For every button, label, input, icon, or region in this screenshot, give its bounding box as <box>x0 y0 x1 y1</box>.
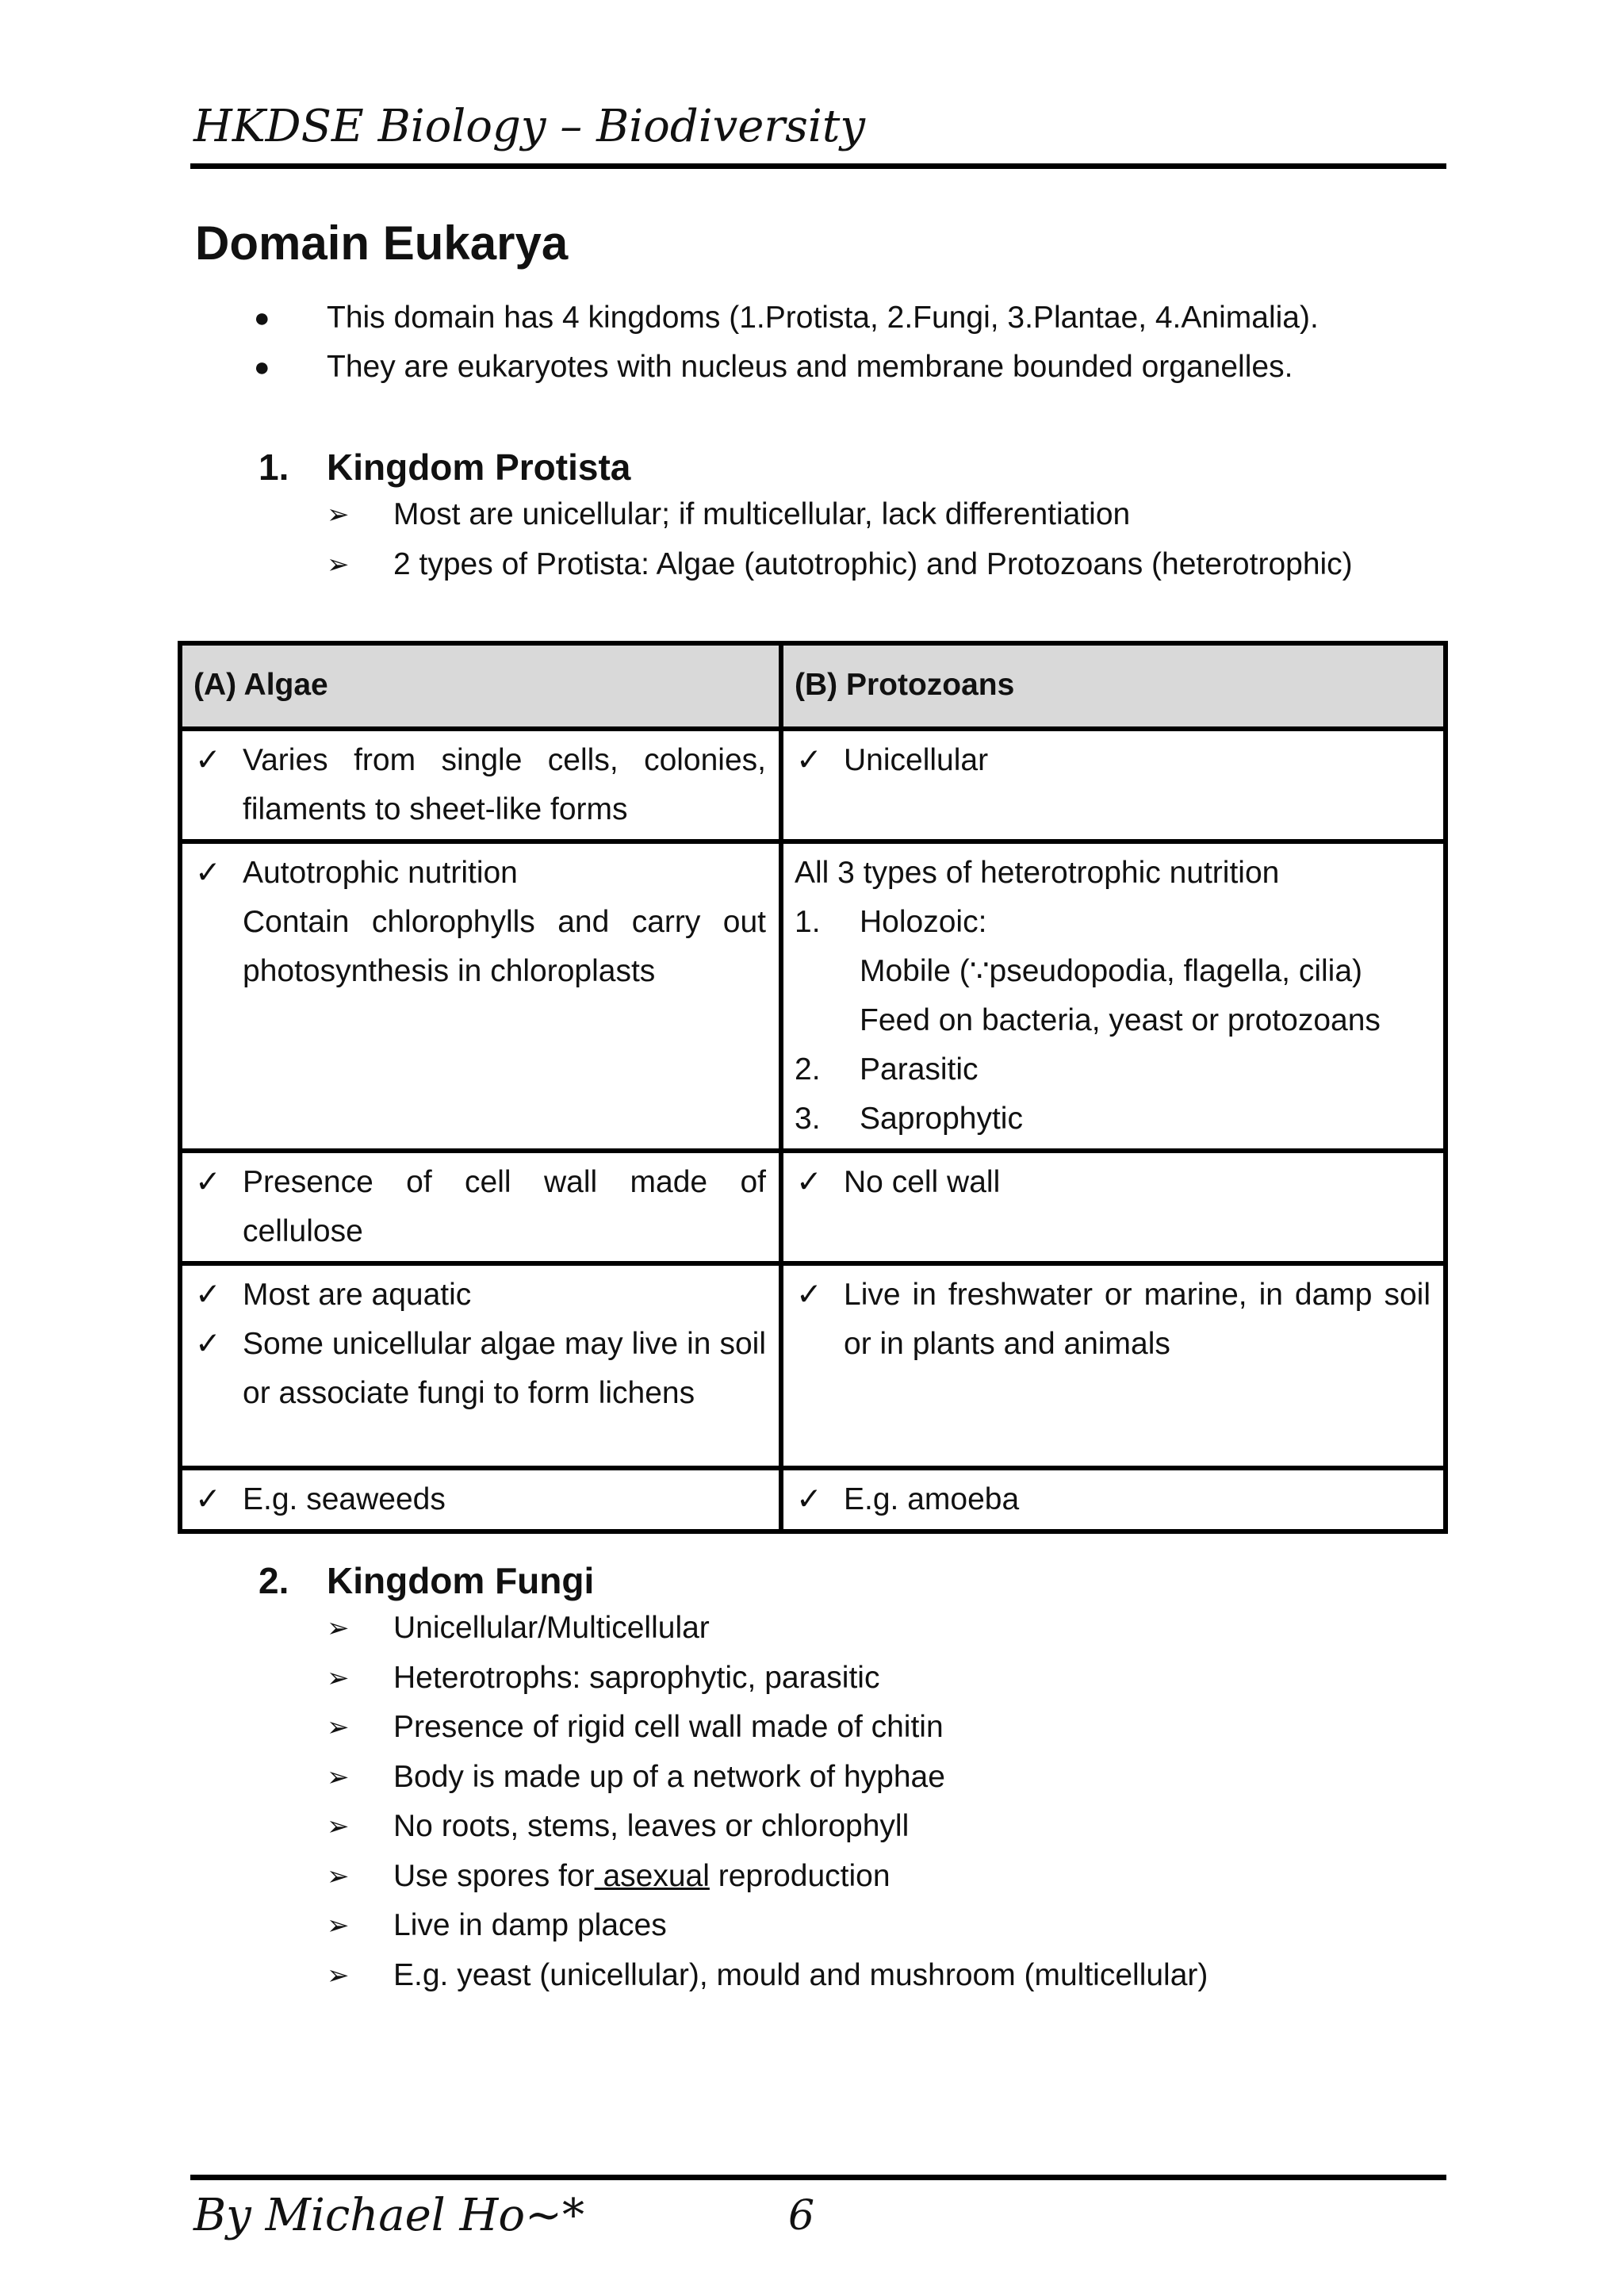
fungi-point-list <box>327 1604 1208 2000</box>
protozoans-cell: ✓ Unicellular <box>781 729 1446 841</box>
list-item: ➢ E.g. yeast (unicellular), mould and mushroom (multicellular) <box>327 1951 1208 2001</box>
list-item: ➢ Use spores for asexual reproduction <box>327 1852 1208 1902</box>
algae-note: Contain chlorophylls and carry out photosynthesis in chloroplasts <box>243 905 766 988</box>
arrow-bullet-icon: ➢ <box>327 1761 350 1792</box>
check-icon: ✓ <box>195 1165 221 1199</box>
algae-cell: ✓ Varies from single cells, colonies, filaments to sheet-like forms <box>180 729 781 841</box>
page-number: 6 <box>788 2192 815 2240</box>
bullet-dot-icon: ● <box>254 352 270 382</box>
intro-bullet-list <box>254 293 1319 392</box>
check-icon: ✓ <box>195 856 221 890</box>
numbered-item: 2. Parasitic <box>795 1052 979 1087</box>
check-icon: ✓ <box>195 1482 221 1516</box>
header-divider <box>190 163 1446 169</box>
arrow-bullet-icon: ➢ <box>327 1613 350 1643</box>
numbered-item: 3. Saprophytic <box>795 1102 1023 1136</box>
check-icon: ✓ <box>195 1327 221 1361</box>
list-item: ➢ Most are unicellular; if multicellular, lack differentiation <box>327 490 1353 540</box>
check-icon: ✓ <box>796 743 822 777</box>
underlined-term: asexual <box>594 1858 710 1893</box>
arrow-bullet-icon: ➢ <box>327 1960 350 1991</box>
protozoans-cell: ✓ Live in freshwater or marine, in damp soil or in plants and animals <box>781 1263 1446 1468</box>
table-header-row <box>180 643 1446 729</box>
arrow-bullet-icon: ➢ <box>327 1811 350 1842</box>
algae-protozoans-table <box>178 641 1448 1534</box>
section-heading-protista: 1. Kingdom Protista <box>259 447 631 488</box>
arrow-bullet-icon: ➢ <box>327 1861 350 1892</box>
algae-cell: ✓ E.g. seaweeds <box>180 1468 781 1531</box>
list-item: ➢ Unicellular/Multicellular <box>327 1604 1208 1654</box>
check-icon: ✓ <box>195 743 221 777</box>
arrow-bullet-icon: ➢ <box>327 1662 350 1693</box>
arrow-bullet-icon: ➢ <box>327 500 350 530</box>
algae-cell: ✓ Autotrophic nutrition Contain chlorophylls and carry out photosynthesis in chloroplasts <box>180 841 781 1151</box>
column-header-algae: (A) Algae <box>180 643 781 729</box>
check-icon: ✓ <box>796 1278 822 1312</box>
numbered-subline: Feed on bacteria, yeast or protozoans <box>860 1003 1381 1037</box>
list-item: ➢ Live in damp places <box>327 1901 1208 1951</box>
footer-divider <box>190 2175 1446 2180</box>
bullet-dot-icon: ● <box>254 303 270 333</box>
footer-author: By Michael Ho~* <box>193 2190 584 2241</box>
intro-bullet: ● This domain has 4 kingdoms (1.Protista, 2.Fungi, 3.Plantae, 4.Animalia). <box>254 293 1319 343</box>
protozoans-cell: ✓ No cell wall <box>781 1151 1446 1263</box>
list-item: ➢ Body is made up of a network of hyphae <box>327 1753 1208 1803</box>
protozoans-cell <box>781 841 1446 1151</box>
numbered-item: 1. Holozoic: <box>795 905 987 939</box>
table-row <box>180 1151 1446 1263</box>
table-row <box>180 1468 1446 1531</box>
algae-cell: ✓ Presence of cell wall made of cellulose <box>180 1151 781 1263</box>
check-icon: ✓ <box>195 1278 221 1312</box>
column-header-protozoans: (B) Protozoans <box>781 643 1446 729</box>
list-item: ➢ No roots, stems, leaves or chlorophyll <box>327 1802 1208 1852</box>
check-icon: ✓ <box>796 1482 822 1516</box>
algae-cell: ✓ Most are aquatic ✓ Some unicellular algae may live in soil or associate fungi to form lichens <box>180 1263 781 1468</box>
page-title: Domain Eukarya <box>195 217 569 270</box>
table-row <box>180 729 1446 841</box>
page-header: HKDSE Biology – Biodiversity <box>193 101 865 152</box>
arrow-bullet-icon: ➢ <box>327 1712 350 1742</box>
check-icon: ✓ <box>796 1165 822 1199</box>
arrow-bullet-icon: ➢ <box>327 549 350 580</box>
protozoans-cell: ✓ E.g. amoeba <box>781 1468 1446 1531</box>
list-item: ➢ Presence of rigid cell wall made of chitin <box>327 1703 1208 1753</box>
list-item: ➢ Heterotrophs: saprophytic, parasitic <box>327 1654 1208 1704</box>
section-heading-fungi: 2. Kingdom Fungi <box>259 1560 595 1601</box>
protozoans-intro: All 3 types of heterotrophic nutrition <box>795 856 1280 890</box>
table-row <box>180 1263 1446 1468</box>
list-item: ➢ 2 types of Protista: Algae (autotrophic) and Protozoans (heterotrophic) <box>327 540 1353 590</box>
table-row <box>180 841 1446 1151</box>
protista-point-list <box>327 490 1353 589</box>
numbered-subline: Mobile (∵pseudopodia, flagella, cilia) <box>860 954 1362 988</box>
arrow-bullet-icon: ➢ <box>327 1911 350 1941</box>
intro-bullet: ● They are eukaryotes with nucleus and membrane bounded organelles. <box>254 343 1319 392</box>
